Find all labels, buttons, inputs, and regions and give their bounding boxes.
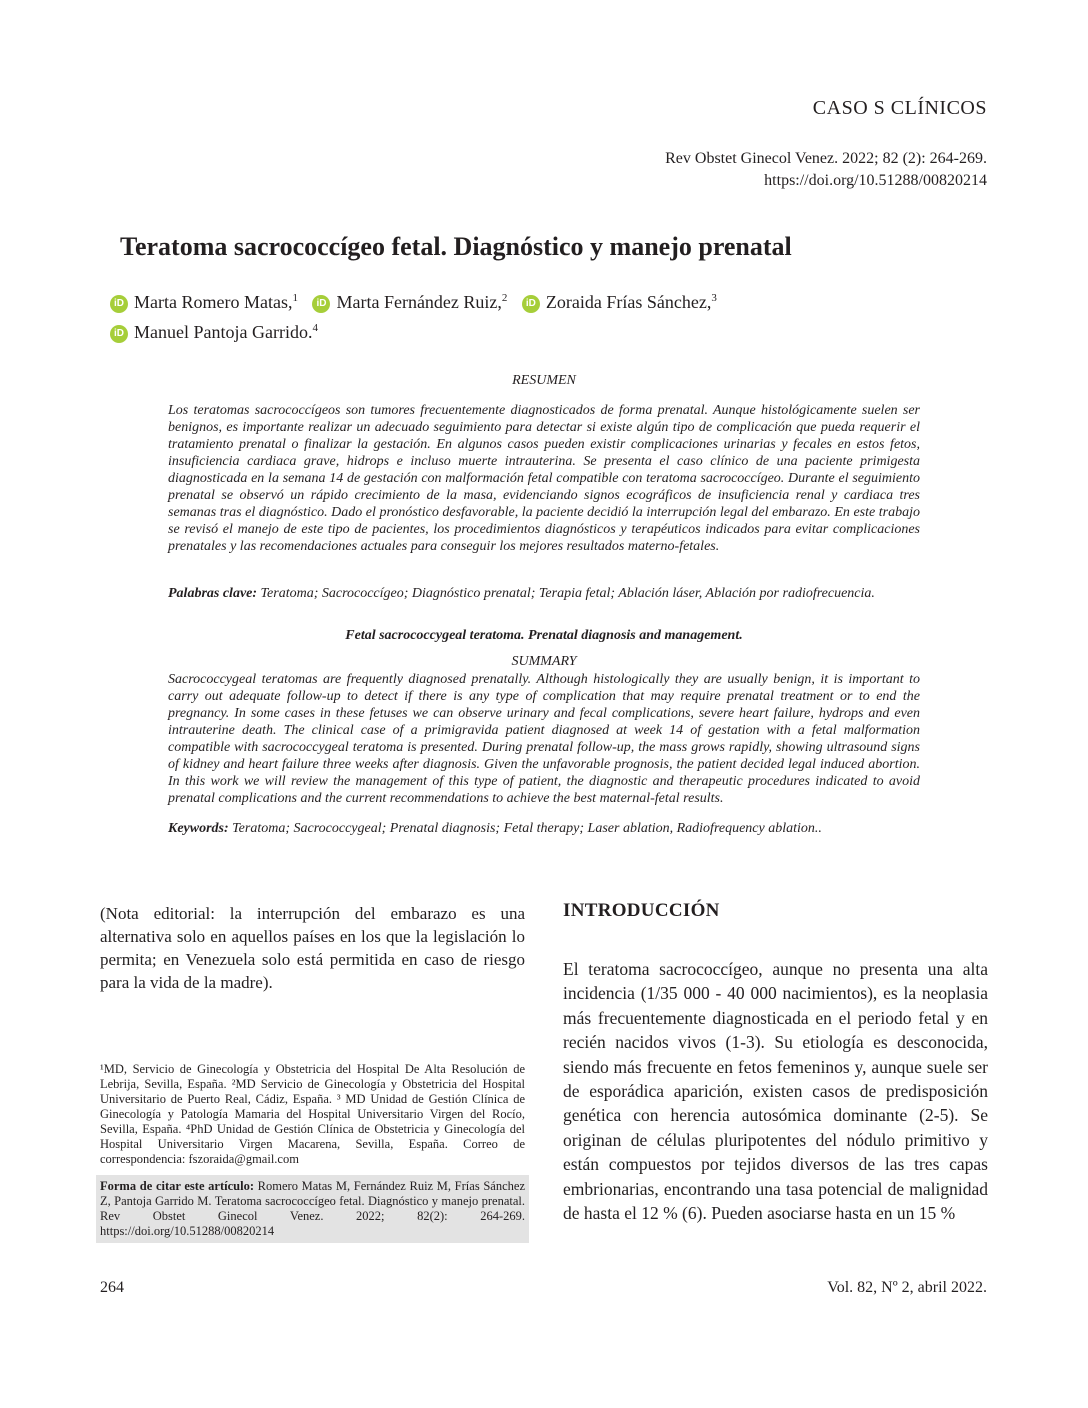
- introduction-text: El teratoma sacrococcígeo, aunque no presenta una alta incidencia (1/35 000 - 40 000 nacimientos), es la neoplasia más frecuentemente diagnosticada en el periodo fetal y en recién nacidos vivos (1-3). Su etiología es desconocida, siendo más frecuente en fetos femeninos y, aunque suele ser de esporádica aparición, existen casos de predisposición genética con herencia autosómica dominante (2-5). Se originan de células pluripotentes del nódulo primitivo y están compuestos por tejidos diversos de las tres capas embrionarias, encontrando una tasa potencial de malignidad de hasta el 12 % (6). Pueden asociarse hasta en un 15 %: [563, 959, 988, 1224]
- orcid-icon[interactable]: iD: [110, 295, 128, 313]
- editorial-note: (Nota editorial: la interrupción del embarazo es una alternativa solo en aquellos países en los que la legislación lo permita; en Venezuela solo está permitida en caso de riesgo para la vida de la madre).: [100, 904, 525, 992]
- author-1: [110, 285, 298, 315]
- author-4: [110, 315, 318, 345]
- summary-heading: SUMMARY: [511, 654, 577, 669]
- citation-box: [96, 1175, 529, 1243]
- keywords-label: Palabras clave:: [168, 586, 258, 601]
- journal-reference: [665, 148, 987, 192]
- volume-info: Vol. 82, Nº 2, abril 2022.: [827, 1279, 987, 1296]
- author-name[interactable]: Marta Romero Matas,: [134, 292, 293, 312]
- page-number: 264: [100, 1279, 124, 1296]
- keywords-label: Keywords:: [168, 821, 229, 836]
- section-label: CASO S CLÍNICOS: [812, 97, 987, 119]
- orcid-icon[interactable]: iD: [110, 325, 128, 343]
- affiliations-footnote: ¹MD, Servicio de Ginecología y Obstetricia del Hospital De Alta Resolución de Lebrija, Sevilla, España. ²MD Servicio de Ginecología y Obstetricia del Hospital Universitario de Puerto Real, Cádiz, España. ³ MD Unidad de Gestión Clínica de Ginecología y Patología Mamaria del Hospital Universitario Virgen del Rocío, Sevilla, España. ⁴PhD Unidad de Gestión Clínica de Obstetricia y Ginecología del Hospital Universitario Virgen Macarena, Sevilla, España. Correo de correspondencia: fszoraida@gmail.com: [100, 1062, 525, 1166]
- resumen-keywords: [168, 585, 920, 602]
- summary-keywords: [168, 820, 920, 837]
- orcid-icon[interactable]: iD: [312, 295, 330, 313]
- affiliation-marker: 2: [501, 292, 508, 304]
- introduction-heading: INTRODUCCIÓN: [563, 900, 720, 921]
- author-2: [312, 285, 507, 315]
- author-name[interactable]: Zoraida Frías Sánchez,: [545, 292, 712, 312]
- resumen-text: Los teratomas sacrococcígeos son tumores frecuentemente diagnosticados de forma prenatal. Aunque histológicamente suelen ser benignos, es importante realizar un adecuado seguimiento para detectar si existe algún tipo de complicación que pueda requerir el tratamiento prenatal o finalizar la gestación. En algunos casos pueden existir complicaciones urinarias y fecales en estos fetos, insuficiencia cardiaca grave, hidrops e incluso muerte intrauterina. Se presenta el caso clínico de una paciente primigesta diagnosticada en la semana 14 de gestación con malformación fetal compatible con teratoma sacrococcígeo. Durante el seguimiento prenatal se observó un rápido crecimiento de la masa, evidenciando signos ecográficos de insuficiencia renal y cardiaca tres semanas tras el diagnóstico. Dado el pronóstico desfavorable, la paciente decidió la interrupción legal del embarazo. En este trabajo se revisó el manejo de este tipo de pacientes, los procedimientos diagnósticos y terapéuticos indicados para evitar complicaciones prenatales y las recomendaciones actuales para conseguir los mejores resultados materno-fetales.: [168, 403, 920, 554]
- author-list: [110, 285, 1010, 345]
- citation-text: Romero Matas M, Fernández Ruiz M, Frías Sánchez Z, Pantoja Garrido M. Teratoma sacrococcígeo fetal. Diagnóstico y manejo prenatal. Rev Obstet Ginecol Venez. 2022; 82(2): 264-269. https://doi.org/10.51288/00820214: [100, 1179, 526, 1238]
- english-title: Fetal sacrococcygeal teratoma. Prenatal diagnosis and management.: [345, 628, 743, 643]
- journal-citation: Rev Obstet Ginecol Venez. 2022; 82 (2): 264-269.: [665, 150, 987, 167]
- keywords-text: Teratoma; Sacrococcígeo; Diagnóstico prenatal; Terapia fetal; Ablación láser, Ablación por radiofrecuencia.: [257, 586, 875, 601]
- affiliation-marker: 1: [292, 292, 298, 304]
- article-title: Teratoma sacrococcígeo fetal. Diagnóstico y manejo prenatal: [120, 232, 792, 261]
- affiliation-marker: 3: [711, 292, 717, 304]
- summary-text: Sacrococcygeal teratomas are frequently diagnosed prenatally. Although histologically they are usually benign, it is important to carry out adequate follow-up to detect if there is any type of complication that may require prenatal treatment or to end the pregnancy. In some cases in these fetuses we can observe urinary and fecal complications, severe heart failure, hydrops and even intrauterine death. The clinical case of a primigravida patient diagnosed at week 14 of gestation with a fetal malformation compatible with sacrococcygeal teratoma is presented. During prenatal follow-up, the mass grows rapidly, showing ultrasound signs of kidney and heart failure three weeks after diagnosis. Given the unfavorable prognosis, the patient decided legal induced abortion. In this work we will review the management of this type of patient, the diagnostic and therapeutic procedures indicated to avoid prenatal complications and the current recommendations to achieve the best maternal-fetal results.: [168, 672, 920, 806]
- citation-label: Forma de citar este artículo:: [100, 1179, 254, 1193]
- doi-link[interactable]: https://doi.org/10.51288/00820214: [764, 172, 987, 189]
- affiliation-marker: 4: [312, 322, 318, 334]
- orcid-icon[interactable]: iD: [522, 295, 540, 313]
- keywords-text: Teratoma; Sacrococcygeal; Prenatal diagnosis; Fetal therapy; Laser ablation, Radiofrequency ablation..: [228, 821, 822, 836]
- resumen-heading: RESUMEN: [512, 373, 576, 388]
- author-3: [522, 285, 717, 315]
- author-name[interactable]: Manuel Pantoja Garrido.: [134, 322, 313, 342]
- author-name[interactable]: Marta Fernández Ruiz,: [336, 292, 502, 312]
